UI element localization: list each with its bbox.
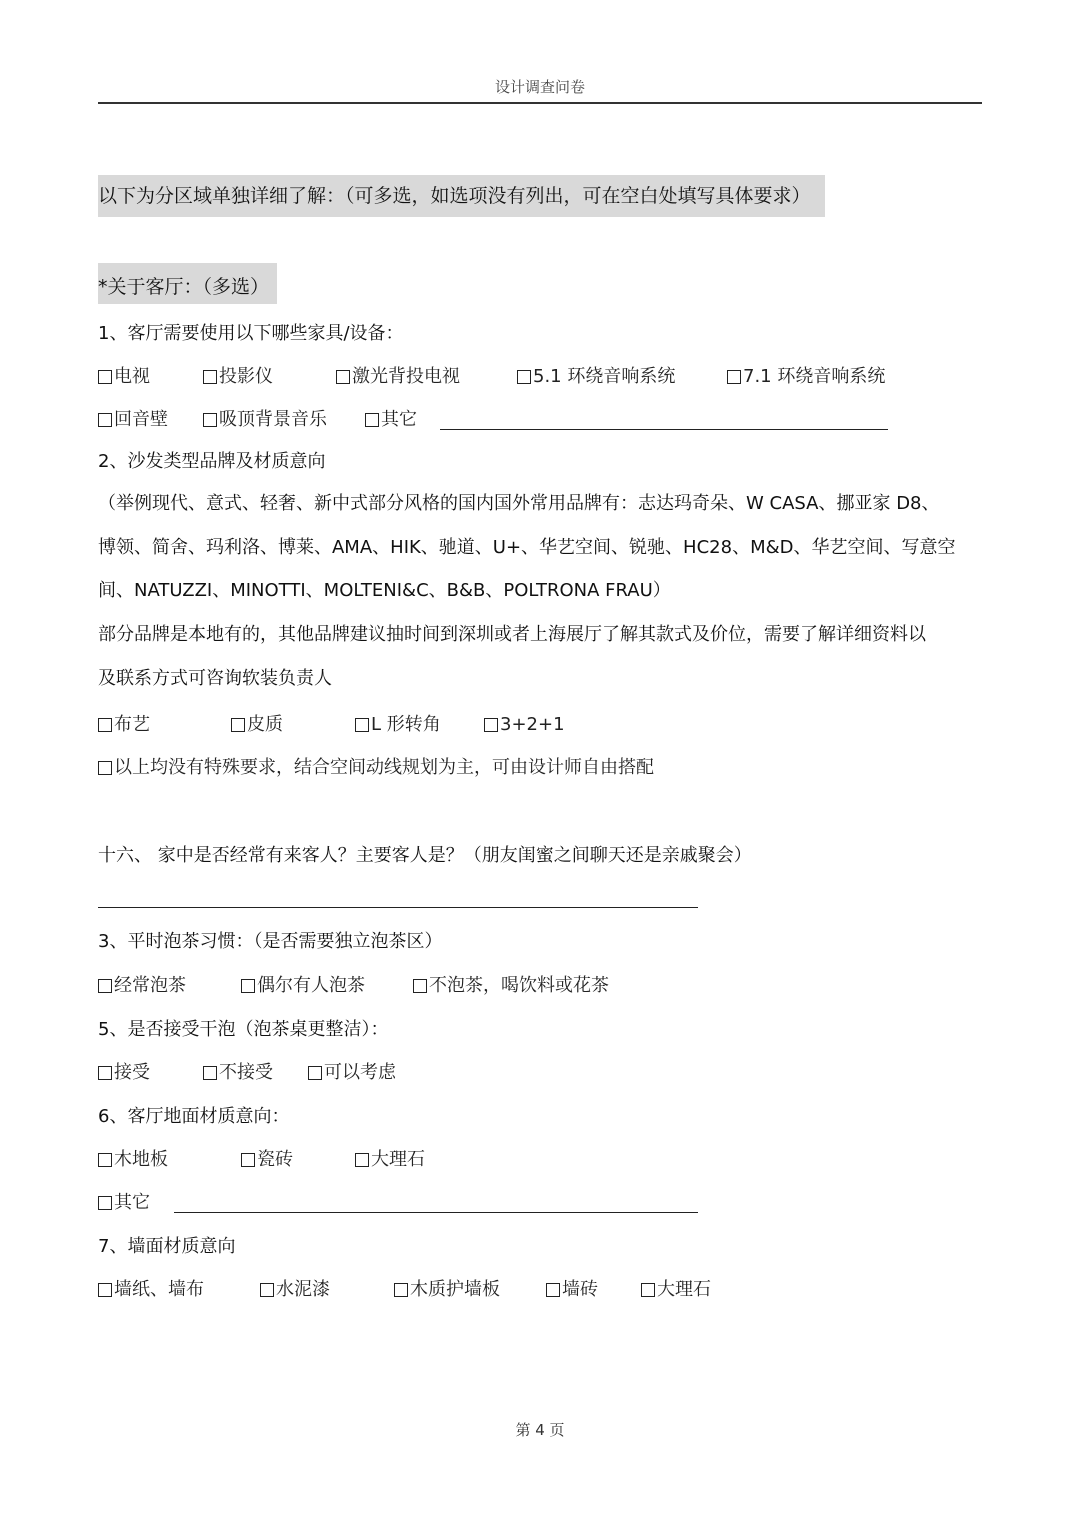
checkbox-icon[interactable]: [98, 413, 112, 427]
option-tile[interactable]: 瓷砖: [241, 1148, 293, 1172]
checkbox-icon[interactable]: [98, 718, 112, 732]
question-1-label: 1、客厅需要使用以下哪些家具/设备：: [98, 323, 404, 344]
checkbox-icon[interactable]: [203, 370, 217, 384]
question-7-label: 7、墙面材质意向: [98, 1236, 236, 1257]
option-no-special-requirement[interactable]: 以上均没有特殊要求，结合空间动线规划为主，可由设计师自由搭配: [98, 756, 654, 780]
page-header: 设计调查问卷: [98, 76, 982, 104]
option-wallpaper[interactable]: 墙纸、墙布: [98, 1278, 204, 1302]
checkbox-icon[interactable]: [355, 718, 369, 732]
question-2-note-line: 间、NATUZZI、MINOTTI、MOLTENI&C、B&B、POLTRONA FRAU）: [98, 580, 671, 601]
question-2-note-line: 博领、简舍、玛利洛、博莱、AMA、HIK、驰道、U+、华艺空间、锐驰、HC28、M&D、华艺空间、写意空: [98, 537, 956, 558]
checkbox-icon[interactable]: [98, 370, 112, 384]
option-wall-marble[interactable]: 大理石: [641, 1278, 711, 1302]
question-3-label: 3、平时泡茶习惯：（是否需要独立泡茶区）: [98, 931, 443, 952]
checkbox-icon[interactable]: [727, 370, 741, 384]
question-16-label: 十六、 家中是否经常有来客人？主要客人是？（朋友闺蜜之间聊天还是亲戚聚会）: [98, 845, 752, 866]
option-consider[interactable]: 可以考虑: [308, 1061, 396, 1085]
option-projector[interactable]: 投影仪: [203, 365, 273, 389]
checkbox-icon[interactable]: [98, 761, 112, 775]
option-often-tea[interactable]: 经常泡茶: [98, 974, 186, 998]
question-6-label: 6、客厅地面材质意向：: [98, 1106, 290, 1127]
option-l-shape[interactable]: L 形转角: [355, 713, 441, 737]
section-title-living-room: *关于客厅：（多选）: [98, 263, 277, 304]
page-number: 第 4 页: [515, 1421, 565, 1439]
checkbox-icon[interactable]: [484, 718, 498, 732]
checkbox-icon[interactable]: [98, 1283, 112, 1297]
option-no-tea[interactable]: 不泡茶，喝饮料或花茶: [413, 974, 609, 998]
checkbox-icon[interactable]: [355, 1153, 369, 1167]
fill-in-line[interactable]: [440, 429, 888, 430]
option-3-2-1[interactable]: 3+2+1: [484, 713, 565, 737]
checkbox-icon[interactable]: [98, 1196, 112, 1210]
option-wood-floor[interactable]: 木地板: [98, 1148, 168, 1172]
option-fabric[interactable]: 布艺: [98, 713, 150, 737]
checkbox-icon[interactable]: [98, 979, 112, 993]
checkbox-icon[interactable]: [241, 979, 255, 993]
checkbox-icon[interactable]: [98, 1153, 112, 1167]
option-cement-paint[interactable]: 水泥漆: [260, 1278, 330, 1302]
instruction-banner: 以下为分区域单独详细了解：（可多选，如选项没有列出，可在空白处填写具体要求）: [98, 175, 825, 217]
option-51-surround[interactable]: 5.1 环绕音响系统: [517, 365, 675, 389]
option-accept[interactable]: 接受: [98, 1061, 150, 1085]
option-tv[interactable]: 电视: [98, 365, 150, 389]
option-soundbar[interactable]: 回音壁: [98, 408, 168, 432]
checkbox-icon[interactable]: [98, 1066, 112, 1080]
checkbox-icon[interactable]: [546, 1283, 560, 1297]
option-marble[interactable]: 大理石: [355, 1148, 425, 1172]
checkbox-icon[interactable]: [365, 413, 379, 427]
option-wall-tile[interactable]: 墙砖: [546, 1278, 598, 1302]
checkbox-icon[interactable]: [336, 370, 350, 384]
checkbox-icon[interactable]: [413, 979, 427, 993]
option-wood-panel[interactable]: 木质护墙板: [394, 1278, 500, 1302]
option-leather[interactable]: 皮质: [231, 713, 283, 737]
checkbox-icon[interactable]: [203, 413, 217, 427]
option-other[interactable]: 其它: [365, 408, 417, 432]
checkbox-icon[interactable]: [641, 1283, 655, 1297]
option-occasional-tea[interactable]: 偶尔有人泡茶: [241, 974, 365, 998]
option-71-surround[interactable]: 7.1 环绕音响系统: [727, 365, 885, 389]
checkbox-icon[interactable]: [308, 1066, 322, 1080]
question-2-label: 2、沙发类型品牌及材质意向: [98, 451, 326, 472]
question-2-note-line: 及联系方式可咨询软装负责人: [98, 668, 332, 689]
question-2-note-line: 部分品牌是本地有的，其他品牌建议抽时间到深圳或者上海展厅了解其款式及价位，需要了解详细资料以: [98, 624, 926, 645]
checkbox-icon[interactable]: [241, 1153, 255, 1167]
question-2-note-line: （举例现代、意式、轻奢、新中式部分风格的国内国外常用品牌有：志达玛奇朵、W CASA、挪亚家 D8、: [98, 493, 940, 514]
checkbox-icon[interactable]: [260, 1283, 274, 1297]
option-laser-tv[interactable]: 激光背投电视: [336, 365, 460, 389]
checkbox-icon[interactable]: [517, 370, 531, 384]
fill-in-line[interactable]: [174, 1212, 698, 1213]
checkbox-icon[interactable]: [203, 1066, 217, 1080]
option-not-accept[interactable]: 不接受: [203, 1061, 273, 1085]
option-ceiling-music[interactable]: 吸顶背景音乐: [203, 408, 327, 432]
option-floor-other[interactable]: 其它: [98, 1191, 150, 1215]
question-5-label: 5、是否接受干泡（泡茶桌更整洁）：: [98, 1019, 389, 1040]
checkbox-icon[interactable]: [394, 1283, 408, 1297]
checkbox-icon[interactable]: [231, 718, 245, 732]
answer-line[interactable]: [98, 907, 698, 908]
